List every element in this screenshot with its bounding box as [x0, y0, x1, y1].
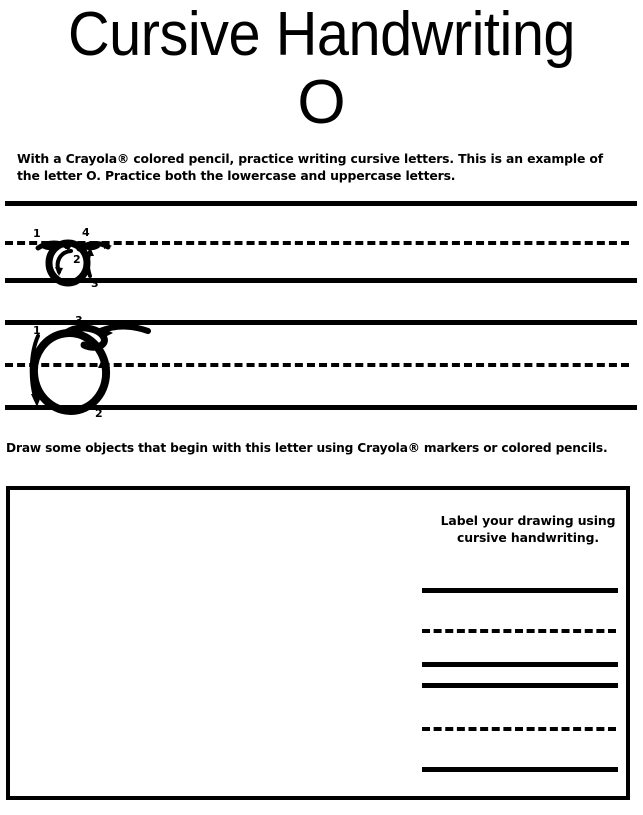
- practice-row-1-base-line: [5, 278, 637, 283]
- label-line-group-1-top: [422, 588, 618, 593]
- stroke-number-3: 3: [75, 314, 83, 327]
- label-line-group-1-base: [422, 662, 618, 667]
- stroke-number-1: 1: [33, 324, 41, 337]
- draw-instruction-text: Draw some objects that begin with this letter using Crayola® markers or colored pencils.: [6, 441, 608, 455]
- label-line-group-2-base: [422, 767, 618, 772]
- practice-row-2-top-line: [5, 320, 637, 325]
- practice-row-1-top-line: [5, 201, 637, 206]
- label-panel: [418, 490, 630, 796]
- stroke-number-2: 2: [95, 407, 103, 420]
- practice-row-2-mid-line: [5, 363, 629, 367]
- stroke-number-2: 2: [73, 253, 81, 266]
- page-title: Cursive Handwriting: [67, 0, 576, 69]
- page-letter: O: [297, 68, 346, 137]
- stroke-number-4: 4: [82, 226, 90, 239]
- stroke-number-3: 3: [91, 277, 99, 290]
- label-line-group-2-top: [422, 683, 618, 688]
- drawing-canvas-area[interactable]: [10, 490, 414, 796]
- practice-row-1-mid-line: [5, 241, 629, 245]
- stroke-number-1: 1: [33, 227, 41, 240]
- header: [0, 0, 643, 137]
- label-line-group-1-mid: [422, 629, 616, 633]
- intro-instruction-text: With a Crayola® colored pencil, practice writing cursive letters. This is an example of the letter O. Practice both the lowercase and uppercase letters.: [17, 151, 603, 183]
- practice-row-2-base-line: [5, 405, 637, 410]
- label-line-group-2-mid: [422, 727, 616, 731]
- label-instruction-text: Label your drawing using cursive handwriting.: [440, 513, 616, 545]
- drawing-box[interactable]: [6, 486, 630, 800]
